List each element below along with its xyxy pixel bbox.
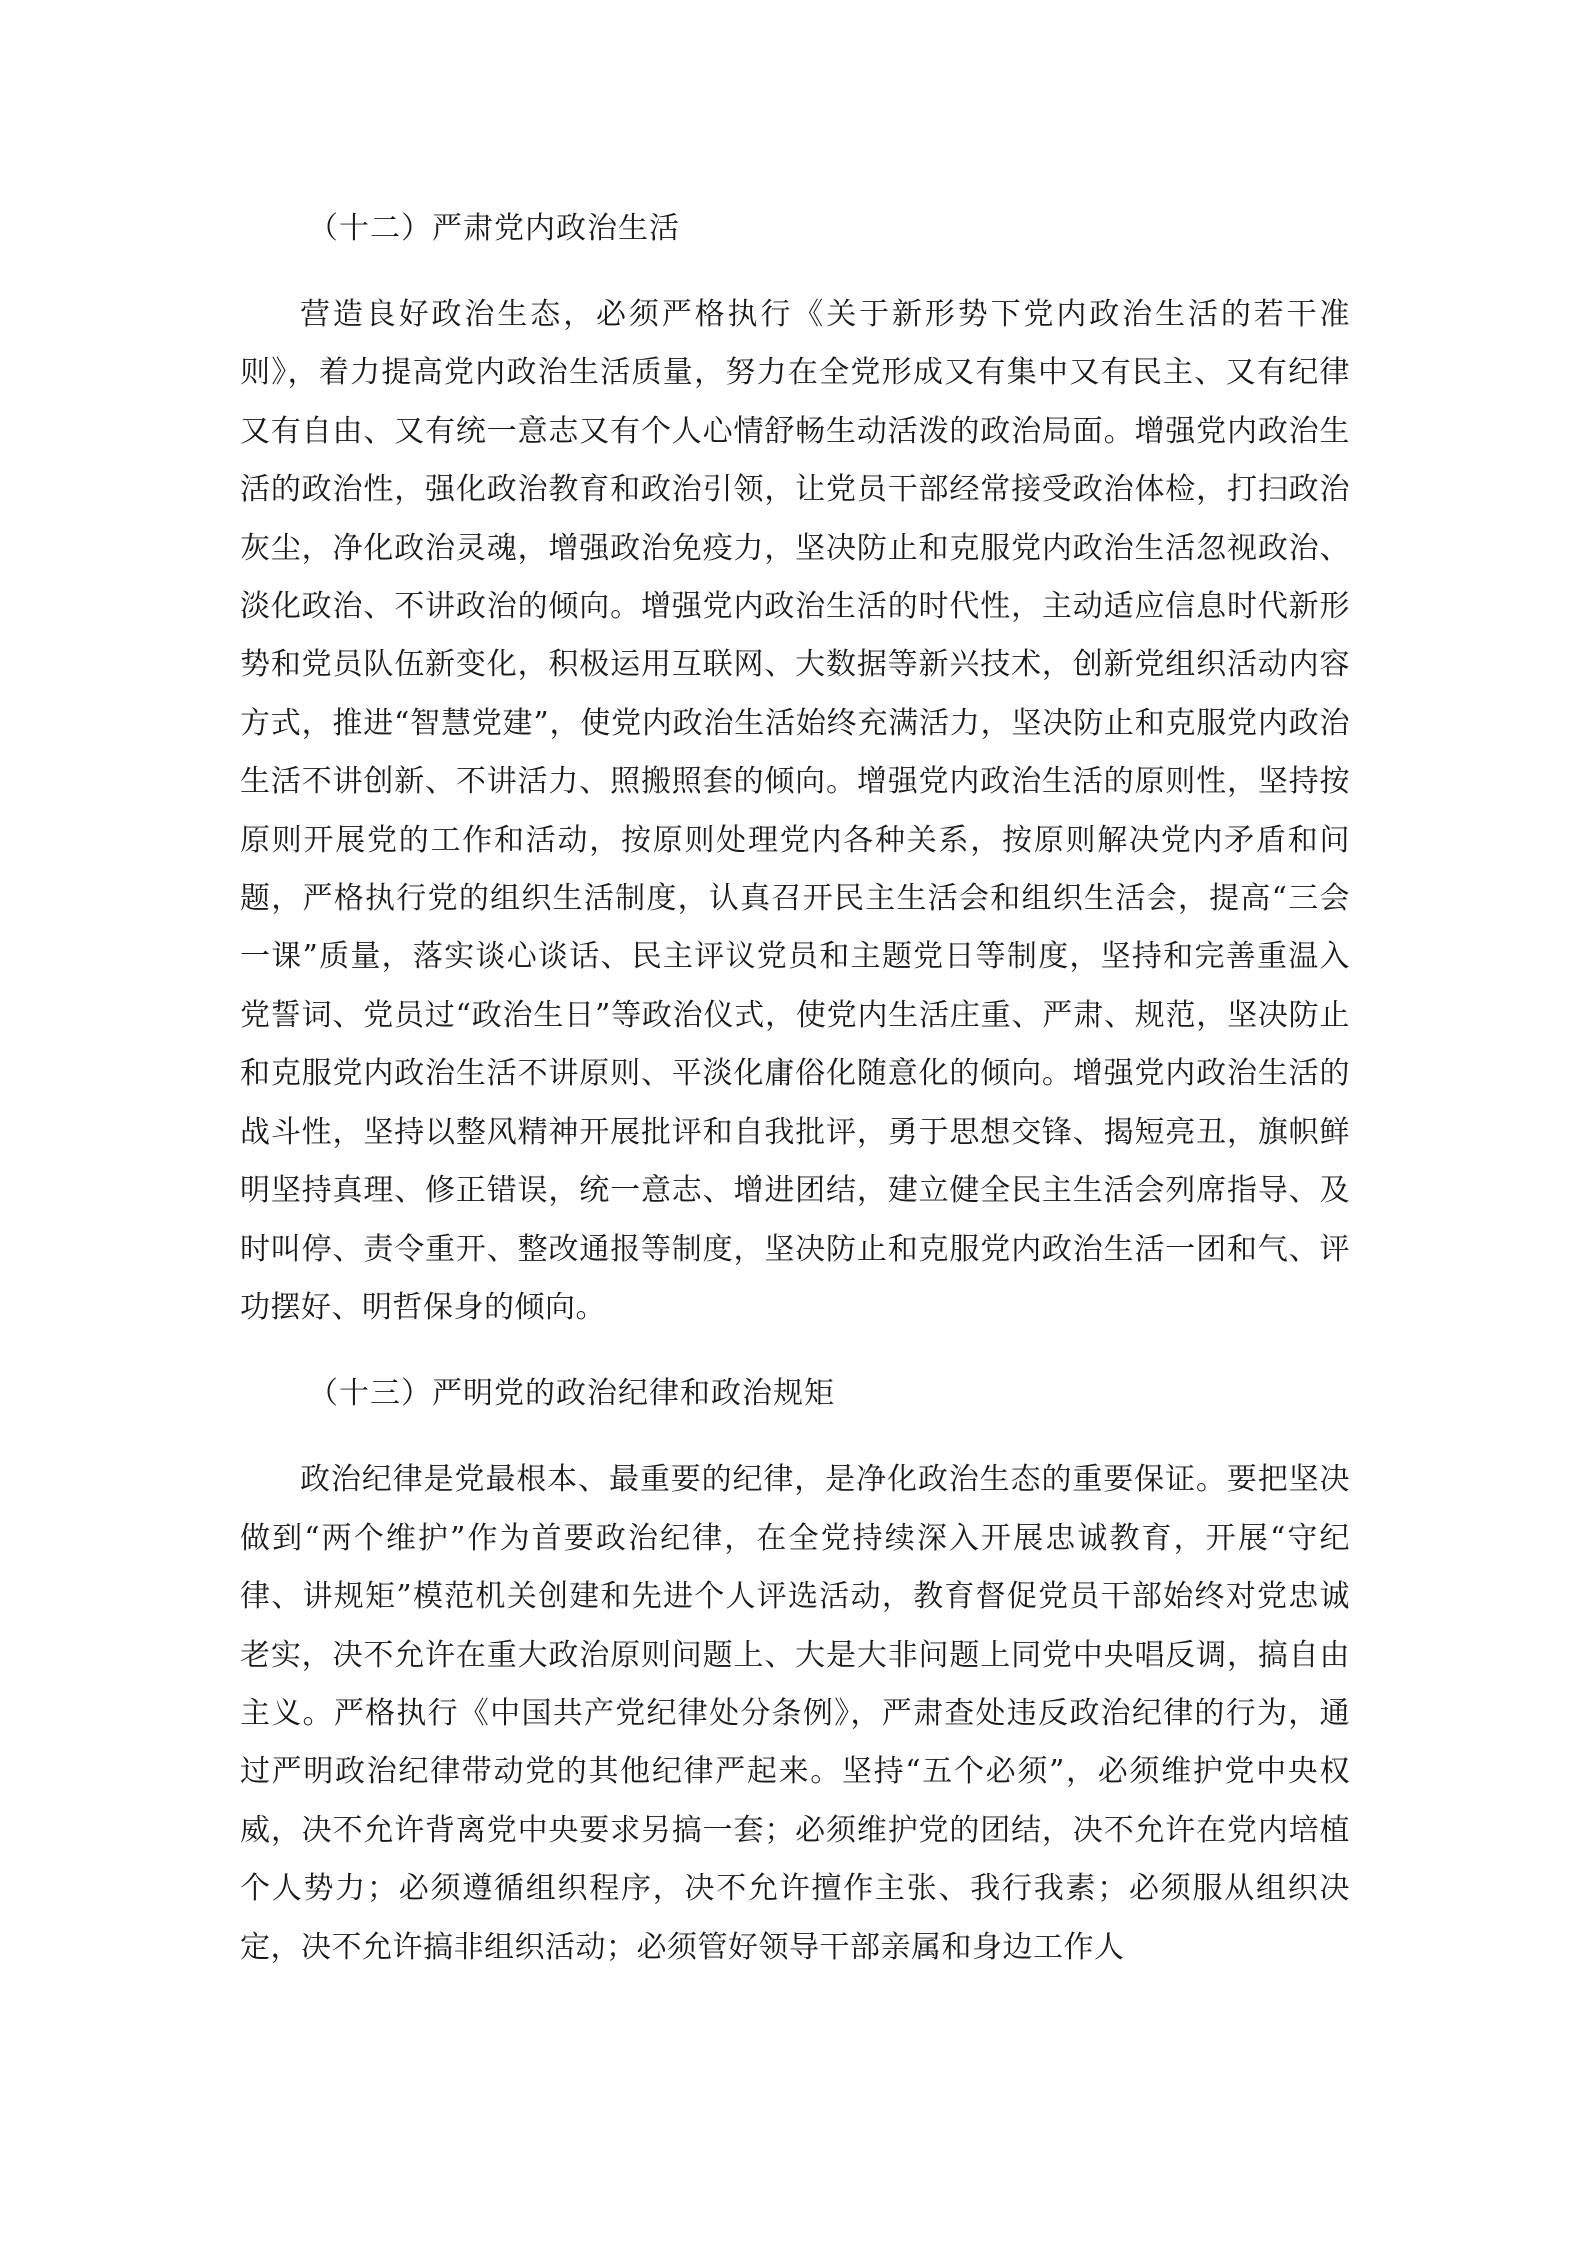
spacer bbox=[240, 1337, 1350, 1363]
spacer bbox=[240, 260, 1350, 286]
spacer bbox=[240, 1425, 1350, 1451]
section-body-13: 政治纪律是党最根本、最重要的纪律，是净化政治生态的重要保证。要把坚决做到“两个维护”作为首要政治纪律，在全党持续深入开展忠诚教育，开展“守纪律、讲规矩”模范机关创建和先进个人评选活动，教育督促党员干部始终对党忠诚老实，决不允许在重大政治原则问题上、大是大非问题上同党中央唱反调，搞自由主义。严格执行《中国共产党纪律处分条例》，严肃查处违反政治纪律的行为，通过严明政治纪律带动党的其他纪律严起来。坚持“五个必须”，必须维护党中央权威，决不允许背离党中央要求另搞一套；必须维护党的团结，决不允许在党内培植个人势力；必须遵循组织程序，决不允许擅作主张、我行我素；必须服从组织决定，决不允许搞非组织活动；必须管好领导干部亲属和身边工作人 bbox=[240, 1462, 1350, 1965]
document-content bbox=[240, 198, 1350, 1977]
section-heading-12: （十二）严肃党内政治生活 bbox=[308, 211, 680, 246]
section-body-12: 营造良好政治生态，必须严格执行《关于新形势下党内政治生活的若干准则》，着力提高党内政治生活质量，努力在全党形成又有集中又有民主、又有纪律又有自由、又有统一意志又有个人心情舒畅生动活泼的政治局面。增强党内政治生活的政治性，强化政治教育和政治引领，让党员干部经常接受政治体检，打扫政治灰尘，净化政治灵魂，增强政治免疫力，坚决防止和克服党内政治生活忽视政治、淡化政治、不讲政治的倾向。增强党内政治生活的时代性，主动适应信息时代新形势和党员队伍新变化，积极运用互联网、大数据等新兴技术，创新党组织活动内容方式，推进“智慧党建”，使党内政治生活始终充满活力，坚决防止和克服党内政治生活不讲创新、不讲活力、照搬照套的倾向。增强党内政治生活的原则性，坚持按原则开展党的工作和活动，按原则处理党内各种关系，按原则解决党内矛盾和问题，严格执行党的组织生活制度，认真召开民主生活会和组织生活会，提高“三会一课”质量，落实谈心谈话、民主评议党员和主题党日等制度，坚持和完善重温入党誓词、党员过“政治生日”等政治仪式，使党内生活庄重、严肃、规范，坚决防止和克服党内政治生活不讲原则、平淡化庸俗化随意化的倾向。增强党内政治生活的战斗性，坚持以整风精神开展批评和自我批评，勇于思想交锋、揭短亮丑，旗帜鲜明坚持真理、修正错误，统一意志、增进团结，建立健全民主生活会列席指导、及时叫停、责令重开、整改通报等制度，坚决防止和克服党内政治生活一团和气、评功摆好、明哲保身的倾向。 bbox=[240, 297, 1350, 1325]
section-heading-13: （十三）严明党的政治纪律和政治规矩 bbox=[308, 1376, 835, 1412]
